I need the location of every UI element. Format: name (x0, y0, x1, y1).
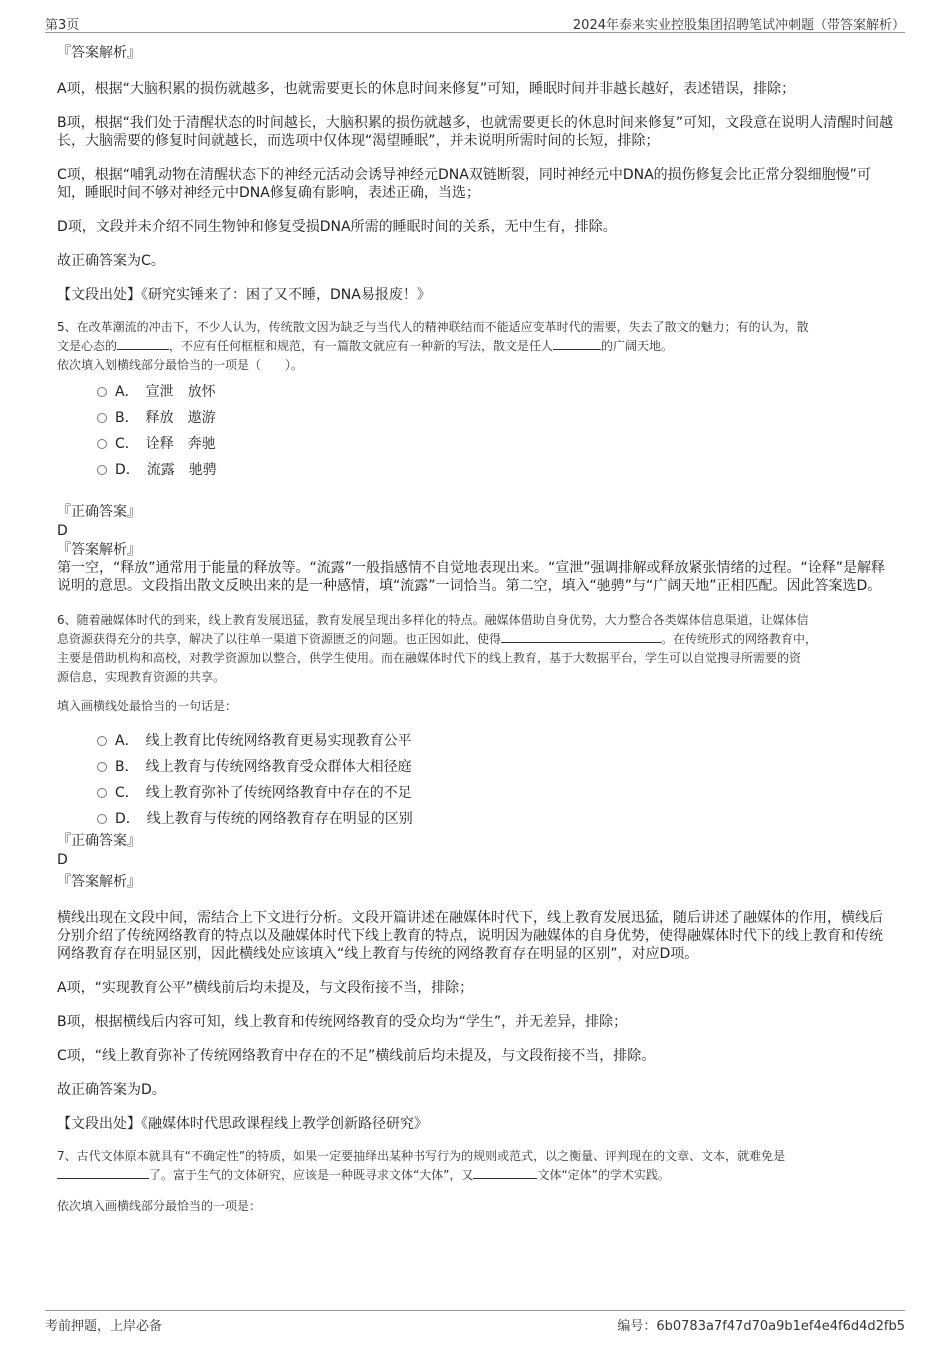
radio-icon[interactable] (97, 762, 107, 772)
q4-source: 【文段出处】《研究实锤来了：困了又不睡，DNA易报废！》 (57, 287, 431, 303)
radio-icon[interactable] (97, 413, 107, 423)
q7-instruction: 依次填入画横线部分最恰当的一项是： (57, 1199, 262, 1213)
analysis-label: 『答案解析』 (57, 874, 141, 890)
radio-icon[interactable] (97, 465, 107, 475)
footer-slogan: 考前押题，上岸必备 (45, 1319, 163, 1334)
q4-conclusion: 故正确答案为C。 (57, 253, 165, 269)
radio-icon[interactable] (97, 814, 107, 824)
q6-conclusion: 故正确答案为D。 (57, 1082, 166, 1098)
q5-instruction: 依次填入划横线部分最恰当的一项是（ ）。 (57, 358, 304, 372)
page-footer (45, 1310, 905, 1334)
q5-blank-1 (117, 337, 169, 350)
q6-analysis-a: A项，“实现教育公平”横线前后均未提及，与文段衔接不当，排除； (57, 980, 474, 996)
q5-option-a[interactable]: A． 宣泄 放怀 (97, 379, 895, 405)
q6-blank (501, 630, 661, 643)
q4-analysis-a: A项，根据“大脑积累的损伤就越多，也就需要更长的休息时间来修复”可知，睡眠时间并非越长越好，表述错误，排除； (57, 81, 796, 97)
q6-option-d[interactable]: D． 线上教育与传统的网络教育存在明显的区别 (97, 806, 895, 832)
document-body (57, 44, 895, 1216)
radio-icon[interactable] (97, 736, 107, 746)
q6-instruction: 填入画横线处最恰当的一句话是： (57, 699, 238, 713)
document-title: 2024年泰来实业控股集团招聘笔试冲刺题（带答案解析） (572, 18, 905, 33)
q5-stem-part2: ，不应有任何框框和规范，有一篇散文就应有一种新的写法，散文是任人 (169, 339, 554, 353)
q6-option-b[interactable]: B． 线上教育与传统网络教育受众群体大相径庭 (97, 754, 895, 780)
q5-blank-2 (553, 337, 601, 350)
document-id: 编号：6b0783a7f47d70a9b1ef4e4f6d4d2fb5 (617, 1319, 905, 1334)
q6-stem: 6、随着融媒体时代的到来，线上教育发展迅猛，教育发展呈现出多样化的特点。融媒体借助自身优势，大力整合各类媒体信息渠道，让媒体信 息资源获得充分的共享，解决了以往单一渠道下资源匮乏的问题。也正因如此，使得 。在传统形式的网络教育中， 主要是借助机构和高校，对教学资源加以整合，供学生使用。而在融媒体时代下的线上教育，基于大数据平台，学生可以自觉搜寻所需要的资 源信息，实现教育资源的共享。 (57, 613, 818, 684)
q7-blank-1 (57, 1166, 149, 1179)
q5-stem-part1: 文是心态的 (57, 339, 118, 353)
q5-stem-line1: 5、在改革潮流的冲击下，不少人认为，传统散文因为缺乏与当代人的精神联结而不能适应变革时代的需要，失去了散文的魅力；有的认为，散 (57, 320, 809, 334)
radio-icon[interactable] (97, 439, 107, 449)
correct-answer-label: 『正确答案』 (57, 833, 141, 849)
q5-option-b[interactable]: B． 释放 遨游 (97, 405, 895, 431)
q6-analysis-b: B项，根据横线后内容可知，线上教育和传统网络教育的受众均为“学生”，并无差异，排除； (57, 1014, 628, 1030)
page-number: 第3页 (45, 18, 80, 33)
q4-analysis-b: B项，根据“我们处于清醒状态的时间越长，大脑积累的损伤就越多，也就需要更长的休息时间来修复”可知，文段意在说明人清醒时间越长，大脑需要的修复时间就越长，而选项中仅体现“渴望睡眠”，并未说明所需时间的长短，排除； (57, 115, 894, 149)
radio-icon[interactable] (97, 788, 107, 798)
q7-stem: 7、古代文体原本就具有“不确定性”的特质，如果一定要抽绎出某种书写行为的规则或范式，以之衡量、评判现在的文章、文本，就难免是 了。富于生气的文体研究，应该是一种既寻求文体“大体”，又 文体“定体”的学术实践。 (57, 1149, 786, 1182)
q6-option-c[interactable]: C． 线上教育弥补了传统网络教育中存在的不足 (97, 780, 895, 806)
q5-option-d[interactable]: D． 流露 驰骋 (97, 457, 895, 483)
q5-answer: D (57, 523, 68, 539)
q7-blank-2 (473, 1166, 537, 1179)
radio-icon[interactable] (97, 387, 107, 397)
q5-stem-part3: 的广阔天地。 (601, 339, 674, 353)
q6-analysis-c: C项，“线上教育弥补了传统网络教育中存在的不足”横线前后均未提及，与文段衔接不当，排除。 (57, 1048, 656, 1064)
q5-option-c[interactable]: C． 诠释 奔驰 (97, 431, 895, 457)
q4-analysis-c: C项，根据“哺乳动物在清醒状态下的神经元活动会诱导神经元DNA双链断裂，同时神经元中DNA的损伤修复会比正常分裂细胞慢”可知，睡眠时间不够对神经元中DNA修复确有影响，表述正确，当选； (57, 167, 871, 201)
q6-answer: D (57, 852, 68, 868)
correct-answer-label: 『正确答案』 (57, 504, 141, 520)
analysis-label: 『答案解析』 (57, 45, 141, 61)
analysis-label: 『答案解析』 (57, 542, 141, 558)
q6-option-a[interactable]: A． 线上教育比传统网络教育更易实现教育公平 (97, 728, 895, 754)
q5-analysis: 第一空，“释放”通常用于能量的释放等。“流露”一般指感情不自觉地表现出来。“宣泄”强调排解或释放紧张情绪的过程。“诠释”是解释说明的意思。文段指出散文反映出来的是一种感情，填“流露”一词恰当。第二空，填入“驰骋”与“广阔天地”正相匹配。因此答案选D。 (57, 560, 886, 594)
q4-analysis-d: D项，文段并未介绍不同生物钟和修复受损DNA所需的睡眠时间的关系，无中生有，排除。 (57, 219, 617, 235)
q6-source: 【文段出处】《融媒体时代思政课程线上教学创新路径研究》 (57, 1116, 428, 1132)
q6-analysis: 横线出现在文段中间，需结合上下文进行分析。文段开篇讲述在融媒体时代下，线上教育发展迅猛，随后讲述了融媒体的作用，横线后分别介绍了传统网络教育的特点以及融媒体时代下线上教育的特点，说明因为融媒体的自身优势，使得融媒体时代下的线上教育和传统网络教育存在明显区别，因此横线处应该填入“线上教育与传统的网络教育存在明显的区别”，对应D项。 (57, 910, 883, 962)
page-header (45, 12, 905, 33)
q5-stem (57, 318, 895, 375)
